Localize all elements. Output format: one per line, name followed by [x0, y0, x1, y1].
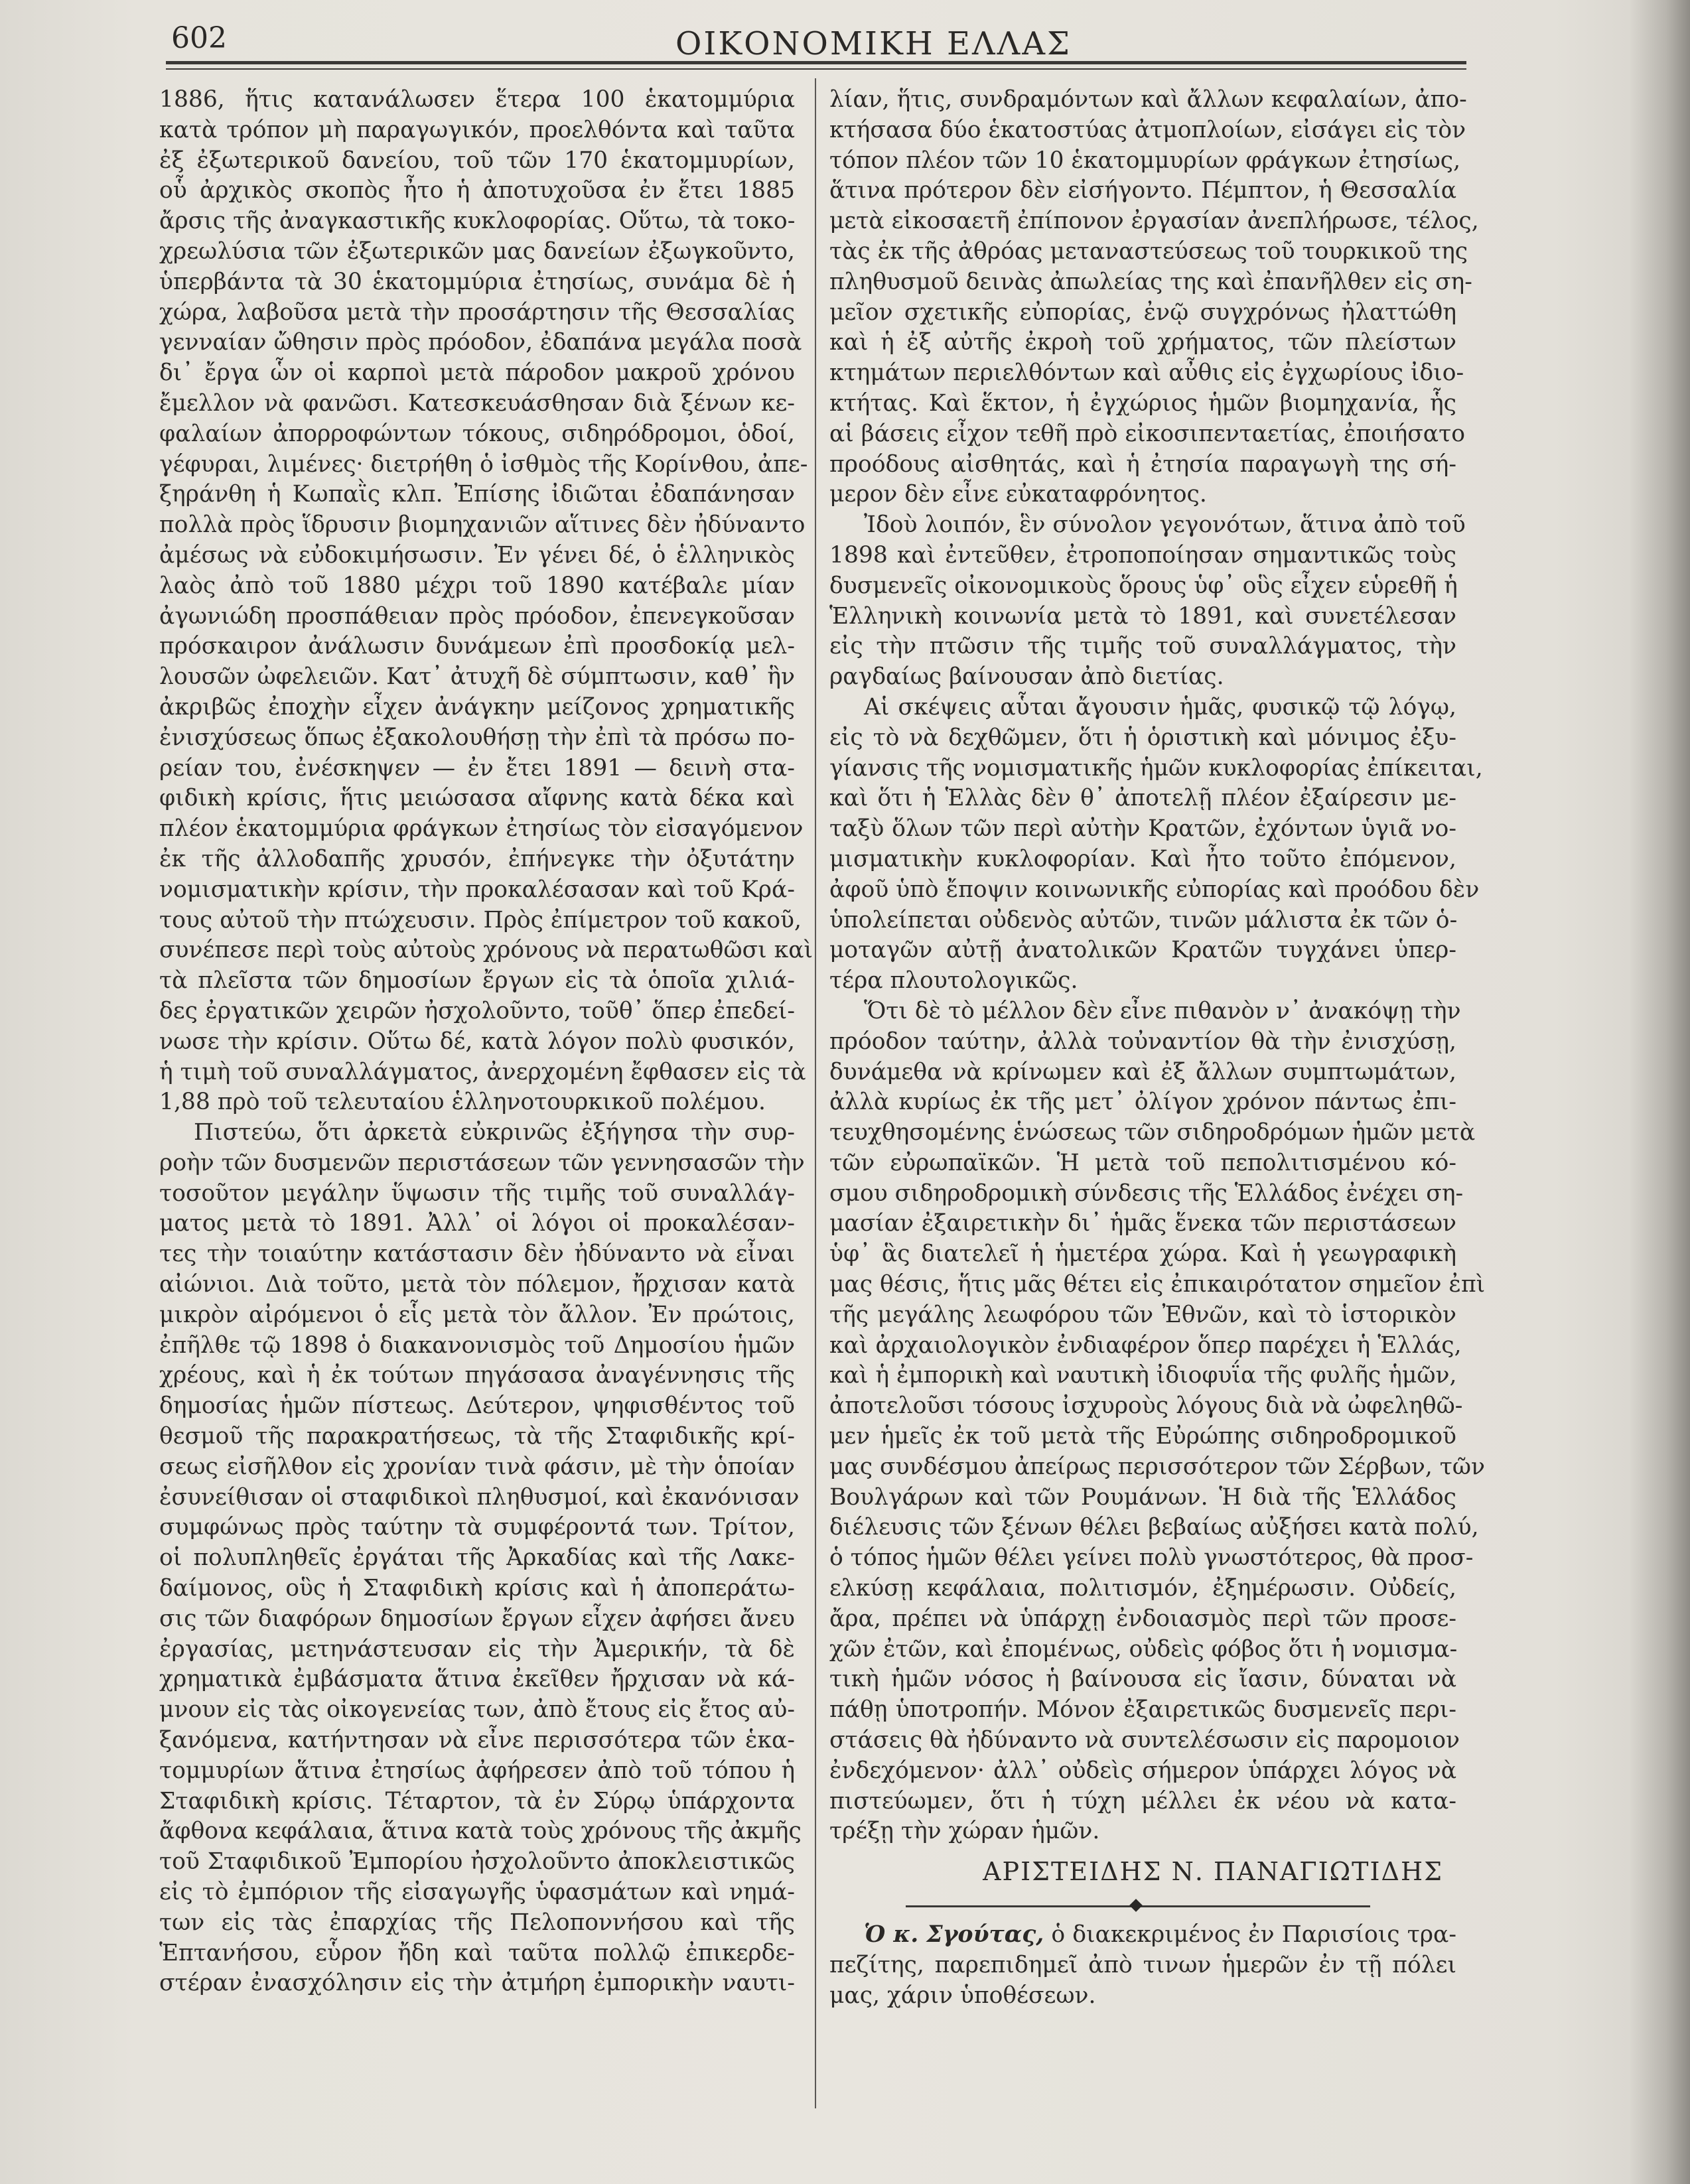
- text-line: μεῖον σχετικῆς εὐπορίας, ἐνῷ συγχρόνως ἠλαττώθη: [829, 299, 1456, 326]
- text-line: τοῦ Σταφιδικοῦ Ἐμπορίου ἠσχολοῦντο ἀποκλειστικῶς: [159, 1848, 795, 1876]
- text-line: αἱ βάσεις εἶχον τεθῆ πρὸ εἰκοσιπενταετίας, ἐποιήσατο: [829, 420, 1465, 447]
- text-line: δυσμενεῖς οἰκονομικοὺς ὅρους ὑφ᾽ οὓς εἶχεν εὑρεθῆ ἡ: [829, 572, 1458, 599]
- note-text: ὁ διακεκριμένος ἐν Παρισίοις τρα-: [1051, 1921, 1457, 1948]
- text-line: καὶ ἀρχαιολογικὸν ἐνδιαφέρον ὅπερ παρέχει ἡ Ἑλλάς,: [829, 1331, 1462, 1359]
- text-line: μετὰ εἰκοσαετῆ ἐπίπονον ἐργασίαν ἀνεπλήρωσε, τέλος,: [829, 208, 1479, 235]
- text-line: τους αὐτοῦ τὴν πτώχευσιν. Πρὸς ἐπίμετρον τοῦ κακοῦ,: [159, 906, 802, 933]
- text-line: ἀφοῦ ὑπὸ ἔποψιν κοινωνικῆς εὐπορίας καὶ προόδου δὲν: [829, 876, 1480, 903]
- text-line: ἐργασίας, μετηνάστευσαν εἰς τὴν Ἀμερικήν, τὰ δὲ: [159, 1635, 795, 1663]
- header-rule-thin: [166, 68, 1466, 70]
- text-line: τευχθησομένης ἑνώσεως τῶν σιδηροδρόμων ἡμῶν μετὰ: [829, 1119, 1476, 1146]
- text-line: τες τὴν τοιαύτην κατάστασιν δὲν ἠδύναντο νὰ εἶναι: [159, 1241, 795, 1268]
- text-line: ἔμελλον νὰ φανῶσι. Κατεσκευάσθησαν διὰ ξένων κε-: [159, 389, 795, 417]
- text-line: χρέους, καὶ ἡ ἐκ τούτων πηγάσασα ἀναγέννησις τῆς: [159, 1362, 795, 1389]
- text-line: ὑπερβάντα τὰ 30 ἑκατομμύρια ἐτησίως, συνάμα δὲ ἡ: [159, 268, 795, 295]
- text-line: τοσοῦτον μεγάλην ὕψωσιν τῆς τιμῆς τοῦ συναλλάγ-: [159, 1180, 795, 1207]
- text-line: γενναίαν ὤθησιν πρὸς πρόοδον, ἐδαπάνα μεγάλα ποσὰ: [159, 329, 802, 356]
- text-line: πιστεύωμεν, ὅτι ἡ τύχη μέλλει ἐκ νέου νὰ κατα-: [829, 1787, 1456, 1814]
- text-line: ἅτινα πρότερον δὲν εἰσήγοντο. Πέμπτον, ἡ Θεσσαλία: [829, 177, 1456, 204]
- text-line: καὶ ἡ ἐμπορικὴ καὶ ναυτικὴ ἰδιοφυΐα τῆς φυλῆς ἡμῶν,: [829, 1362, 1457, 1389]
- column-divider: [815, 78, 816, 2108]
- text-line: των εἰς τὰς ἐπαρχίας τῆς Πελοποννήσου καὶ τῆς: [159, 1909, 795, 1936]
- text-line: κτημάτων περιελθόντων καὶ αὖθις εἰς ἐγχωρίους ἰδιο-: [829, 360, 1464, 387]
- text-line: πάθῃ ὑποτροπήν. Μόνον ἐξαιρετικῶς δυσμενεῖς περι-: [829, 1696, 1456, 1724]
- text-line: εἰς τὸ ἐμπόριον τῆς εἰσαγωγῆς ὑφασμάτων καὶ νημά-: [159, 1879, 795, 1906]
- text-line: μας θέσις, ἥτις μᾶς θέτει εἰς ἐπικαιρότατον σημεῖον ἐπὶ: [829, 1271, 1486, 1298]
- text-line: καὶ ἡ ἐξ αὐτῆς ἐκροὴ τοῦ χρήματος, τῶν πλείστων: [829, 329, 1456, 356]
- author-signature: ΑΡΙΣΤΕΙΔΗΣ Ν. ΠΑΝΑΓΙΩΤΙΔΗΣ: [983, 1857, 1443, 1887]
- signature-divider: [829, 1891, 1456, 1920]
- text-line: προόδους αἰσθητάς, καὶ ἡ ἐτησία παραγωγὴ της σή-: [829, 450, 1456, 478]
- text-line: μοταγῶν αὐτῇ ἀνατολικῶν Κρατῶν τυγχάνει ὑπερ-: [829, 937, 1456, 964]
- right-column: [829, 85, 1486, 2012]
- note-line: [829, 1920, 1456, 1950]
- text-line: ἀκριβῶς ἐποχὴν εἶχεν ἀνάγκην μείζονος χρηματικῆς: [159, 693, 795, 720]
- text-line: μνουν εἰς τὰς οἰκογενείας των, ἀπὸ ἔτους εἰς ἔτος αὐ-: [159, 1696, 795, 1724]
- text-line: τικὴ ἡμῶν νόσος ἡ βαίνουσα εἰς ἴασιν, δύναται νὰ: [829, 1666, 1456, 1693]
- text-line: μερον δὲν εἶνε εὐκαταφρόνητος.: [829, 481, 1207, 508]
- text-line: δαίμονος, οὓς ἡ Σταφιδικὴ κρίσις καὶ ἡ ἀποπεράτω-: [159, 1575, 795, 1602]
- text-line: ἄφθονα κεφάλαια, ἅτινα κατὰ τοὺς χρόνους τῆς ἀκμῆς: [159, 1818, 802, 1845]
- text-line: τομμυρίων ἅτινα ἐτησίως ἀφήρεσεν ἀπὸ τοῦ τόπου ἡ: [159, 1757, 795, 1784]
- text-line: ἀλλὰ κυρίως ἐκ τῆς μετ᾽ ὀλίγον χρόνον πάντως ἐπι-: [829, 1089, 1456, 1116]
- text-line: ἐξ ἐξωτερικοῦ δανείου, τοῦ τῶν 170 ἑκατομμυρίων,: [159, 147, 795, 174]
- text-line: δες ἐργατικῶν χειρῶν ἠσχολοῦντο, τοῦθ᾽ ὅπερ ἐπεδεί-: [159, 997, 795, 1024]
- text-line: καὶ ὅτι ἡ Ἑλλὰς δὲν θ᾽ ἀποτελῇ πλέον ἐξαίρεσιν με-: [829, 785, 1456, 812]
- text-line: ἐνισχύσεως ὅπως ἐξακολουθήσῃ τὴν ἐπὶ τὰ πρόσω πο-: [159, 724, 795, 751]
- text-line: νομισματικὴν κρίσιν, τὴν προκαλέσασαν καὶ τοῦ Κρά-: [159, 876, 795, 903]
- text-line: 1,88 πρὸ τοῦ τελευταίου ἑλληνοτουρκικοῦ πολέμου.: [159, 1089, 766, 1116]
- text-line: σμου σιδηροδρομικὴ σύνδεσις τῆς Ἑλλάδος ἐνέχει ση-: [829, 1180, 1464, 1207]
- text-line: νωσε τὴν κρίσιν. Οὕτω δέ, κατὰ λόγον πολὺ φυσικόν,: [159, 1028, 795, 1055]
- text-line: χρεωλύσια τῶν ἐξωτερικῶν μας δανείων ἐξωγκοῦντο,: [159, 238, 795, 265]
- text-line: ξηράνθη ἡ Κωπαῒς κλπ. Ἐπίσης ἰδιῶται ἐδαπάνησαν: [159, 481, 795, 508]
- news-note: [829, 1920, 1456, 2011]
- text-line: 1886, ἥτις κατανάλωσεν ἕτερα 100 ἑκατομμύρια: [159, 86, 795, 113]
- text-line: τὰ πλεῖστα τῶν δημοσίων ἔργων εἰς τὰ ὁποῖα χιλιά-: [159, 967, 795, 994]
- text-line: οἱ πολυπληθεῖς ἐργάται τῆς Ἀρκαδίας καὶ τῆς Λακε-: [159, 1544, 795, 1572]
- text-line: Βουλγάρων καὶ τῶν Ρουμάνων. Ἡ διὰ τῆς Ἑλλάδος: [829, 1483, 1456, 1511]
- text-line: μασίαν ἐξαιρετικὴν δι᾽ ἡμᾶς ἕνεκα τῶν περιστάσεων: [829, 1210, 1456, 1237]
- text-line: πολλὰ πρὸς ἵδρυσιν βιομηχανιῶν αἵτινες δὲν ἠδύναντο: [159, 512, 806, 539]
- text-line: κτήσασα δύο ἑκατοστύας ἀτμοπλοίων, εἰσάγει εἰς τὸν: [829, 116, 1466, 143]
- header-rule-thick: [166, 61, 1466, 64]
- text-line: δημοσίας ἡμῶν πίστεως. Δεύτερον, ψηφισθέντος τοῦ: [159, 1393, 795, 1420]
- text-line: χῶν ἐτῶν, καὶ ἐπομένως, οὐδεὶς φόβος ὅτι ἡ νομισμα-: [829, 1635, 1458, 1663]
- text-line: στάσεις θὰ ἠδύναντο νὰ συντελέσωσιν εἰς παρομοιον: [829, 1727, 1460, 1754]
- text-line: πρόσκαιρον ἀνάλωσιν δυνάμεων ἐπὶ προσδοκίᾳ μελ-: [159, 633, 795, 660]
- text-line: εἰς τὴν πτῶσιν τῆς τιμῆς τοῦ συναλλάγματος, τὴν: [829, 633, 1456, 660]
- text-line: σεως εἰσῆλθον εἰς χρονίαν τινὰ φάσιν, μὲ τὴν ὁποίαν: [159, 1453, 795, 1480]
- text-line: ρείαν του, ἐνέσκηψεν — ἐν ἔτει 1891 — δεινὴ στα-: [159, 754, 795, 782]
- text-line: διέλευσις τῶν ξένων θέλει βεβαίως αὐξήσει κατὰ πολύ,: [829, 1514, 1479, 1541]
- text-line: ἄρσις τῆς ἀναγκαστικῆς κυκλοφορίας. Οὕτω, τὰ τοκο-: [159, 208, 796, 235]
- text-line: λαὸς ἀπὸ τοῦ 1880 μέχρι τοῦ 1890 κατέβαλε μίαν: [159, 572, 795, 599]
- divider-ornament: [1129, 1899, 1143, 1912]
- text-line: ραγδαίως βαίνουσαν ἀπὸ διετίας.: [829, 663, 1224, 691]
- text-line: μεν ἡμεῖς ἐκ τοῦ μετὰ τῆς Εὐρώπης σιδηροδρομικοῦ: [829, 1423, 1456, 1450]
- text-line: Σταφιδικὴ κρίσις. Τέταρτον, τὰ ἐν Σύρῳ ὑπάρχοντα: [159, 1787, 795, 1814]
- text-line: ἄρα, πρέπει νὰ ὑπάρχῃ ἐνδοιασμὸς περὶ τῶν προσε-: [829, 1605, 1456, 1632]
- text-line: στέραν ἐνασχόλησιν εἰς τὴν ἀτμήρη ἐμπορικὴν ναυτι-: [159, 1970, 795, 1997]
- text-line: χρηματικὰ ἐμβάσματα ἅτινα ἐκεῖθεν ἤρχισαν νὰ κά-: [159, 1666, 795, 1693]
- text-line: ἐπῆλθε τῷ 1898 ὁ διακανονισμὸς τοῦ Δημοσίου ἡμῶν: [159, 1331, 795, 1359]
- text-line: θεσμοῦ τῆς παρακρατήσεως, τὰ τῆς Σταφιδικῆς κρί-: [159, 1423, 795, 1450]
- text-line: Ἑλληνικὴ κοινωνία μετὰ τὸ 1891, καὶ συνετέλεσαν: [829, 602, 1456, 630]
- text-line: Ὅτι δὲ τὸ μέλλον δὲν εἶνε πιθανὸν ν᾽ ἀνακόψῃ τὴν: [864, 997, 1461, 1024]
- note-name: Ὁ κ. Σγούτας,: [864, 1921, 1044, 1948]
- text-line: λουσῶν ὠφελειῶν. Κατ᾽ ἀτυχῆ δὲ σύμπτωσιν, καθ᾽ ἣν: [159, 663, 795, 691]
- text-line: τὰς ἐκ τῆς ἀθρόας μεταναστεύσεως τοῦ τουρκικοῦ της: [829, 238, 1468, 265]
- text-line: ἐσυνείθισαν οἱ σταφιδικοὶ πληθυσμοί, καὶ ἐκανόνισαν: [159, 1483, 800, 1511]
- text-line: σις τῶν διαφόρων δημοσίων ἔργων εἶχεν ἀφήσει ἄνευ: [159, 1605, 795, 1632]
- text-line: αἰώνιοι. Διὰ τοῦτο, μετὰ τὸν πόλεμον, ἤρχισαν κατὰ: [159, 1271, 795, 1298]
- text-line: πληθυσμοῦ δεινὰς ἀπωλείας της καὶ ἐπανῆλθεν εἰς ση-: [829, 268, 1472, 295]
- text-line: ἀποτελοῦσι τόσους ἰσχυροὺς λόγους διὰ νὰ ὠφεληθῶ-: [829, 1393, 1463, 1420]
- text-line: λίαν, ἥτις, συνδραμόντων καὶ ἄλλων κεφαλαίων, ἀπο-: [829, 86, 1467, 113]
- text-line: ἀμέσως νὰ εὐδοκιμήσωσιν. Ἐν γένει δέ, ὁ ἑλληνικὸς: [159, 541, 795, 569]
- text-line: τῶν εὐρωπαϊκῶν. Ἡ μετὰ τοῦ πεπολιτισμένου κό-: [829, 1149, 1456, 1176]
- text-line: Πιστεύω, ὅτι ἀρκετὰ εὐκρινῶς ἐξήγησα τὴν συρ-: [194, 1119, 795, 1146]
- text-line: ὑφ᾽ ἃς διατελεῖ ἡ ἡμετέρα χώρα. Καὶ ἡ γεωγραφικὴ: [829, 1241, 1456, 1268]
- text-line: γέφυραι, λιμένες· διετρήθη ὁ ἰσθμὸς τῆς Κορίνθου, ἀπε-: [159, 450, 808, 478]
- text-line: ελκύσῃ κεφάλαια, πολιτισμόν, ἐξημέρωσιν. Οὐδείς,: [829, 1575, 1456, 1602]
- text-line: Ἑπτανήσου, εὗρον ἤδη καὶ ταῦτα πολλῷ ἐπικερδε-: [159, 1939, 795, 1966]
- text-line: ὁ τόπος ἡμῶν θέλει γείνει πολὺ γνωστότερος, θὰ προσ-: [829, 1544, 1474, 1572]
- text-line: Αἱ σκέψεις αὗται ἄγουσιν ἡμᾶς, φυσικῷ τῷ λόγῳ,: [864, 693, 1456, 720]
- text-line: δι᾽ ἔργα ὧν οἱ καρποὶ μετὰ πάροδον μακροῦ χρόνου: [159, 360, 795, 387]
- text-line: τῆς μεγάλης λεωφόρου τῶν Ἐθνῶν, καὶ τὸ ἱστορικὸν: [829, 1301, 1456, 1328]
- text-line: εἰς τὸ νὰ δεχθῶμεν, ὅτι ἡ ὁριστικὴ καὶ μόνιμος ἐξυ-: [829, 724, 1456, 751]
- book-binding-shadow: [1630, 0, 1690, 2184]
- text-line: ἐκ τῆς ἀλλοδαπῆς χρυσόν, ἐπήνεγκε τὴν ὀξυτάτην: [159, 845, 795, 872]
- text-line: τόπον πλέον τῶν 10 ἑκατομμυρίων φράγκων ἐτησίως,: [829, 147, 1461, 174]
- text-line: κτήτας. Καὶ ἕκτον, ἡ ἐγχώριος ἡμῶν βιομηχανία, ἧς: [829, 389, 1456, 417]
- text-line: ματος μετὰ τὸ 1891. Ἀλλ᾽ οἱ λόγοι οἱ προκαλέσαν-: [159, 1210, 795, 1237]
- text-line: πρόοδον ταύτην, ἀλλὰ τοὐναντίον θὰ τὴν ἐνισχύσῃ,: [829, 1028, 1456, 1055]
- text-line: φιδικὴ κρίσις, ἥτις μειώσασα αἴφνης κατὰ δέκα καὶ: [159, 785, 795, 812]
- text-line: δυνάμεθα νὰ κρίνωμεν καὶ ἐξ ἄλλων συμπτωμάτων,: [829, 1058, 1456, 1085]
- text-line: χώρα, λαβοῦσα μετὰ τὴν προσάρτησιν τῆς Θεσσαλίας: [159, 299, 795, 326]
- page-number: 602: [171, 21, 227, 55]
- text-line: ἀγωνιώδη προσπάθειαν πρὸς πρόοδον, ἐπενεγκοῦσαν: [159, 602, 795, 630]
- text-line: ροὴν τῶν δυσμενῶν περιστάσεων τῶν γεννησασῶν τὴν: [159, 1149, 805, 1176]
- text-line: κατὰ τρόπον μὴ παραγωγικόν, προελθόντα καὶ ταῦτα: [159, 116, 795, 143]
- text-line: Ἰδοὺ λοιπόν, ἓν σύνολον γεγονότων, ἅτινα ἀπὸ τοῦ: [864, 512, 1466, 539]
- text-line: ταξὺ ὅλων τῶν περὶ αὐτὴν Κρατῶν, ἐχόντων ὑγιᾶ νο-: [829, 815, 1456, 843]
- text-line: μας συνδέσμου ἀπείρως περισσότερον τῶν Σέρβων, τῶν: [829, 1453, 1485, 1480]
- text-line: συμφώνως πρὸς ταύτην τὰ συμφέροντά των. Τρίτον,: [159, 1514, 795, 1541]
- text-line: τρέξῃ τὴν χώραν ἡμῶν.: [829, 1818, 1100, 1845]
- left-column: [159, 85, 813, 1999]
- text-line: μικρὸν αἰρόμενοι ὁ εἷς μετὰ τὸν ἄλλον. Ἐν πρώτοις,: [159, 1301, 795, 1328]
- text-line: οὗ ἀρχικὸς σκοπὸς ἦτο ἡ ἀποτυχοῦσα ἐν ἔτει 1885: [159, 177, 795, 204]
- text-line: ἐνδεχόμενον· ἀλλ᾽ οὐδεὶς σήμερον ὑπάρχει λόγος νὰ: [829, 1757, 1456, 1784]
- text-line: ὑπολείπεται οὐδενὸς αὐτῶν, τινῶν μάλιστα ἐκ τῶν ὁ-: [829, 906, 1458, 933]
- text-line: συνέπεσε περὶ τοὺς αὐτοὺς χρόνους νὰ περατωθῶσι καὶ: [159, 937, 813, 964]
- text-line: τέρα πλουτολογικῶς.: [829, 967, 1078, 994]
- text-line: πλέον ἑκατομμύρια φράγκων ἐτησίως τὸν εἰσαγόμενον: [159, 815, 804, 843]
- text-line: ξανόμενα, κατήντησαν νὰ εἶνε περισσότερα τῶν ἑκα-: [159, 1727, 795, 1754]
- text-line: φαλαίων ἀπορροφώντων τόκους, σιδηρόδρομοι, ὁδοί,: [159, 420, 795, 447]
- note-line: μας, χάριν ὑποθέσεων.: [829, 1982, 1096, 2009]
- note-line: πεζίτης, παρεπιδημεῖ ἀπὸ τινων ἡμερῶν ἐν τῇ πόλει: [829, 1952, 1456, 1979]
- running-title: ΟΙΚΟΝΟΜΙΚΗ ΕΛΛΑΣ: [675, 25, 1072, 62]
- text-line: γίανσις τῆς νομισματικῆς ἡμῶν κυκλοφορίας ἐπίκειται,: [829, 754, 1483, 782]
- text-line: μισματικὴν κυκλοφορίαν. Καὶ ἦτο τοῦτο ἐπόμενον,: [829, 845, 1456, 872]
- text-line: ἡ τιμὴ τοῦ συναλλάγματος, ἀνερχομένη ἔφθασεν εἰς τὰ: [159, 1058, 806, 1085]
- text-line: 1898 καὶ ἐντεῦθεν, ἐτροποποίησαν σημαντικῶς τοὺς: [829, 541, 1456, 569]
